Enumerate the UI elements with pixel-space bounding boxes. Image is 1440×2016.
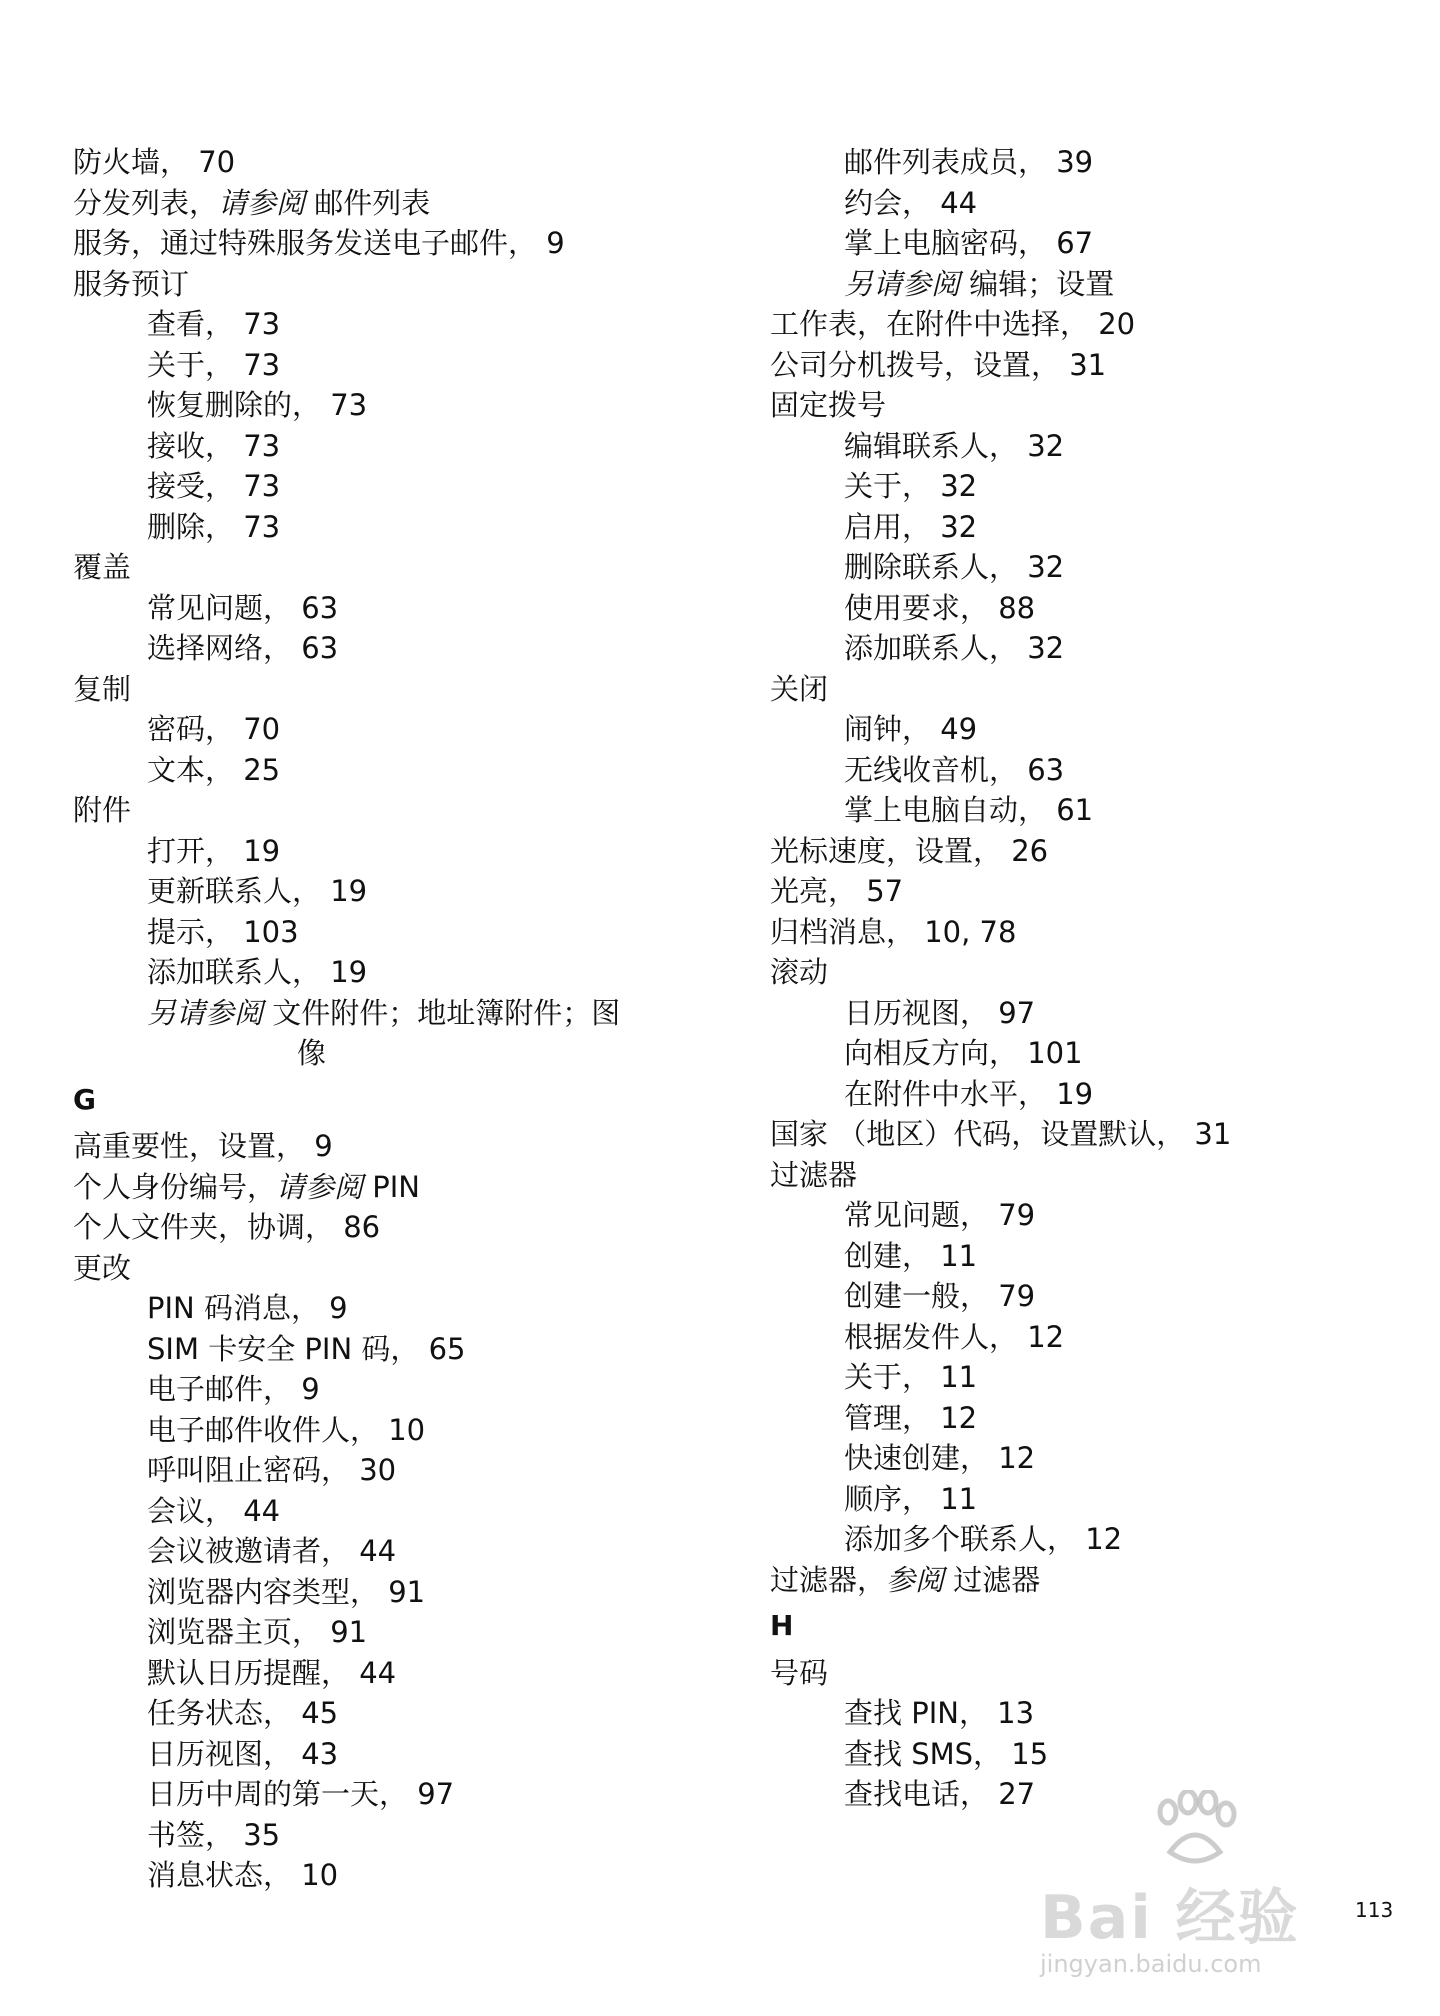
index-subentry: 查找电话， 27	[844, 1777, 1036, 1811]
index-subentry: 日历视图， 43	[147, 1736, 339, 1771]
entry-text: 过滤器	[944, 1562, 1041, 1597]
index-subentry: 选择网络， 63	[147, 631, 339, 665]
index-entry: 归档消息， 10, 78	[770, 914, 1017, 949]
index-subentry: 关于， 73	[147, 347, 281, 382]
index-entry: 滚动	[770, 955, 829, 989]
index-subentry: 约会， 44	[844, 185, 978, 220]
index-subentry: 接受， 73	[147, 469, 281, 503]
see-also-ref: 请参阅	[218, 185, 306, 220]
index-subentry: 像	[297, 1036, 327, 1070]
index-entry: 复制	[73, 671, 132, 706]
index-subentry: 常见问题， 63	[147, 590, 339, 625]
index-subentry: 向相反方向， 101	[844, 1036, 1083, 1070]
index-entry: 服务，通过特殊服务发送电子邮件， 9	[73, 226, 565, 260]
index-subentry: 在附件中水平， 19	[844, 1076, 1094, 1111]
index-entry: 工作表，在附件中选择， 20	[770, 307, 1136, 341]
index-subentry: 默认日历提醒， 44	[147, 1655, 397, 1690]
index-subentry: 删除， 73	[147, 509, 281, 544]
index-subentry: 恢复删除的， 73	[147, 388, 368, 422]
entry-text: 文件附件；地址簿附件；图	[263, 995, 621, 1030]
index-subentry: 呼叫阻止密码， 30	[147, 1453, 397, 1487]
index-subentry: 会议被邀请者， 44	[147, 1534, 397, 1568]
index-entry: 国家 （地区）代码，设置默认， 31	[770, 1117, 1232, 1151]
watermark-url: jingyan.baidu.com	[1040, 1950, 1262, 1978]
index-entry	[73, 183, 713, 224]
index-subentry: 常见问题， 79	[844, 1198, 1036, 1232]
index-entry: 关闭	[770, 671, 829, 706]
index-subentry	[770, 264, 1420, 305]
index-subentry: 查找 SMS， 15	[844, 1736, 1049, 1771]
page-number: 113	[1355, 1898, 1394, 1922]
index-subentry: 使用要求， 88	[844, 590, 1036, 625]
index-entry: 覆盖	[73, 550, 132, 584]
index-subentry: 电子邮件收件人， 10	[147, 1412, 426, 1447]
index-subentry: 浏览器主页， 91	[147, 1615, 368, 1649]
see-also-ref: 另请参阅	[844, 266, 961, 301]
index-subentry: 查看， 73	[147, 307, 281, 341]
index-subentry: 掌上电脑密码， 67	[844, 226, 1094, 260]
index-subentry: 邮件列表成员， 39	[844, 145, 1094, 179]
entry-text: 个人身份编号，	[73, 1169, 277, 1204]
index-subentry: 删除联系人， 32	[844, 550, 1065, 584]
index-column-left	[73, 142, 713, 1896]
index-subentry: 无线收音机， 63	[844, 752, 1065, 787]
entry-text: 邮件列表	[305, 185, 431, 220]
index-entry: 固定拨号	[770, 388, 887, 422]
index-subentry: 日历视图， 97	[844, 995, 1036, 1030]
entry-text: 编辑；设置	[960, 266, 1115, 301]
index-subentry: 管理， 12	[844, 1400, 978, 1435]
index-subentry: 创建， 11	[844, 1238, 978, 1273]
index-entry: 附件	[73, 793, 132, 827]
index-subentry: 密码， 70	[147, 712, 281, 746]
index-subentry: 任务状态， 45	[147, 1696, 339, 1730]
index-subentry: 会议， 44	[147, 1493, 281, 1528]
index-entry: 光亮， 57	[770, 874, 904, 908]
index-subentry: SIM 卡安全 PIN 码， 65	[147, 1331, 466, 1366]
index-subentry: 掌上电脑自动， 61	[844, 793, 1094, 827]
index-subentry: 打开， 19	[147, 833, 281, 868]
index-subentry: 根据发件人， 12	[844, 1319, 1065, 1354]
watermark-text: Bai 经验	[1040, 1883, 1300, 1953]
index-subentry: 启用， 32	[844, 509, 978, 544]
index-subentry: 文本， 25	[147, 752, 281, 787]
index-subentry: 快速创建， 12	[844, 1441, 1036, 1475]
index-subentry: 消息状态， 10	[147, 1858, 339, 1892]
index-subentry: 电子邮件， 9	[147, 1372, 320, 1406]
index-column-right	[770, 142, 1420, 1815]
index-subentry: 添加联系人， 32	[844, 631, 1065, 665]
index-subentry: 关于， 32	[844, 469, 978, 503]
see-also-ref: 参阅	[886, 1562, 945, 1597]
index-subentry: 接收， 73	[147, 428, 281, 463]
index-entry: 高重要性，设置， 9	[73, 1129, 333, 1163]
index-entry: 公司分机拨号，设置， 31	[770, 347, 1107, 382]
index-entry: 光标速度，设置， 26	[770, 833, 1049, 868]
section-letter: G	[73, 1082, 96, 1116]
baidu-watermark	[1040, 1790, 1420, 1990]
index-subentry: 添加多个联系人， 12	[844, 1522, 1123, 1556]
entry-text: 分发列表，	[73, 185, 219, 220]
index-subentry: 创建一般， 79	[844, 1279, 1036, 1313]
index-subentry: 日历中周的第一天， 97	[147, 1777, 455, 1811]
index-subentry: 添加联系人， 19	[147, 955, 368, 989]
index-subentry: 浏览器内容类型， 91	[147, 1574, 426, 1609]
see-also-ref: 请参阅	[276, 1169, 364, 1204]
index-entry	[73, 1167, 713, 1208]
see-also-ref: 另请参阅	[147, 995, 264, 1030]
entry-text: 过滤器，	[770, 1562, 887, 1597]
index-subentry	[73, 993, 713, 1034]
entry-text: PIN	[363, 1169, 420, 1204]
index-entry: 服务预订	[73, 266, 190, 301]
index-subentry: 关于， 11	[844, 1360, 978, 1394]
index-subentry: 提示， 103	[147, 914, 299, 949]
index-entry	[770, 1560, 1420, 1601]
index-subentry: 编辑联系人， 32	[844, 428, 1065, 463]
index-entry: 更改	[73, 1250, 132, 1285]
index-subentry: 书签， 35	[147, 1817, 281, 1852]
index-entry: 号码	[770, 1655, 829, 1690]
index-entry: 过滤器	[770, 1157, 858, 1192]
index-subentry: 更新联系人， 19	[147, 874, 368, 908]
index-subentry: 顺序， 11	[844, 1481, 978, 1516]
index-subentry: PIN 码消息， 9	[147, 1291, 348, 1325]
index-entry: 个人文件夹，协调， 86	[73, 1210, 381, 1244]
index-subentry: 闹钟， 49	[844, 712, 978, 746]
index-entry: 防火墙， 70	[73, 145, 236, 179]
index-subentry: 查找 PIN， 13	[844, 1696, 1035, 1730]
section-letter: H	[770, 1609, 794, 1642]
